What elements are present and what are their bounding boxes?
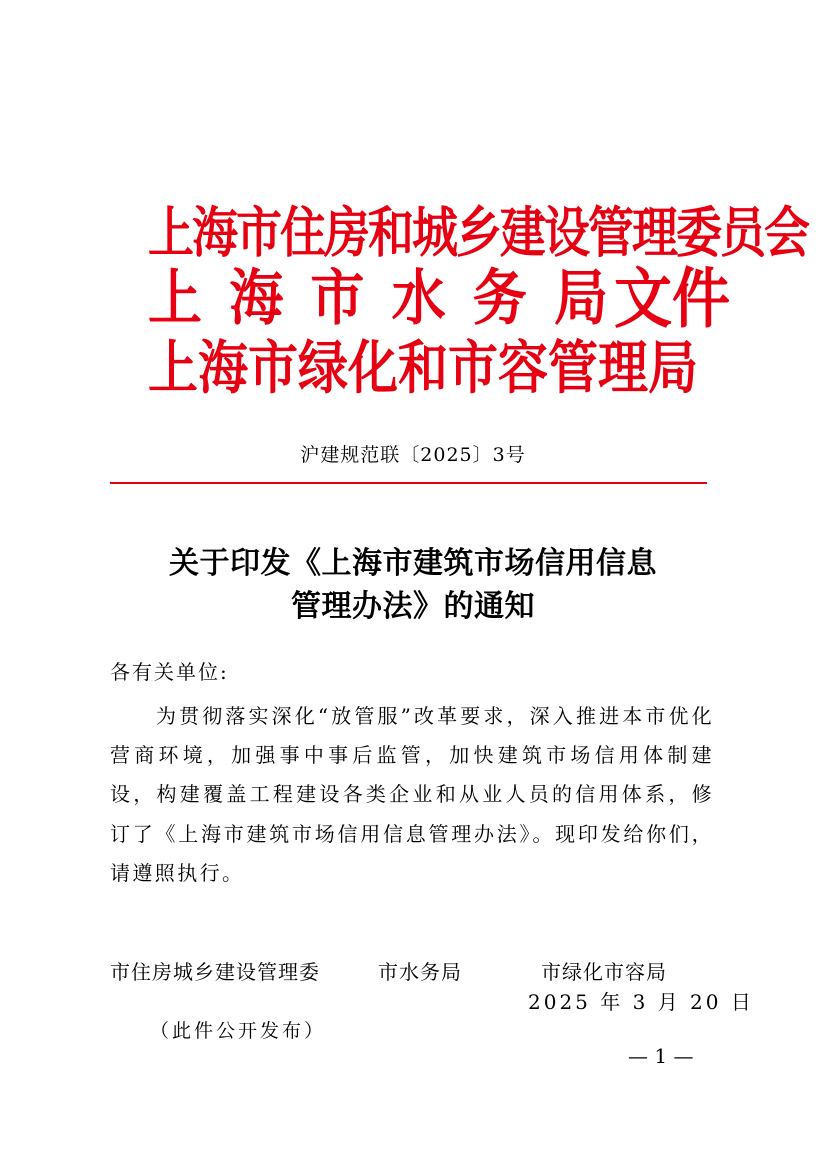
body-paragraph: 为贯彻落实深化“放管服”改革要求，深入推进本市优化营商环境，加强事中事后监管，加快建筑市场信用体制建设，构建覆盖工程建设各类企业和从业人员的信用体系，修订了《上海市建筑市场信用信息管理办法》。现印发给你们，请遵照执行。 [110, 704, 714, 885]
page-number: — 1 — [628, 1044, 694, 1068]
issuer-char: 水 [391, 261, 446, 334]
document-title-line-1: 关于印发《上海市建筑市场信用信息 [169, 546, 657, 581]
publish-note: （此件公开发布） [150, 1020, 327, 1042]
issuer-char: 上 [148, 261, 202, 334]
issuer-char: 局 [553, 261, 608, 334]
salutation: 各有关单位: [110, 660, 229, 684]
issuer-char: 务 [472, 261, 527, 334]
water-authority-name [148, 255, 608, 332]
red-divider-line [110, 482, 707, 484]
issuer-line-greening-city-appearance: 上海市绿化和市容管理局 [148, 333, 698, 402]
issue-date: 2025 年 3 月 20 日 [528, 990, 754, 1014]
issuer-char: 海 [229, 261, 284, 334]
signature-water-authority: 市水务局 [378, 960, 462, 984]
signature-greening-city-appearance: 市绿化市容局 [541, 960, 667, 984]
document-type-label: 文件 [614, 260, 731, 337]
document-title-line-2: 管理办法》的通知 [291, 589, 535, 624]
issuer-line-water-authority [148, 255, 731, 337]
signature-housing-construction: 市住房城乡建设管理委 [110, 960, 320, 984]
issuer-char: 市 [310, 261, 365, 334]
issuer-line-housing-construction: 上海市住房和城乡建设管理委员会 [148, 200, 808, 265]
document-number: 沪建规范联〔2025〕3号 [300, 444, 526, 466]
